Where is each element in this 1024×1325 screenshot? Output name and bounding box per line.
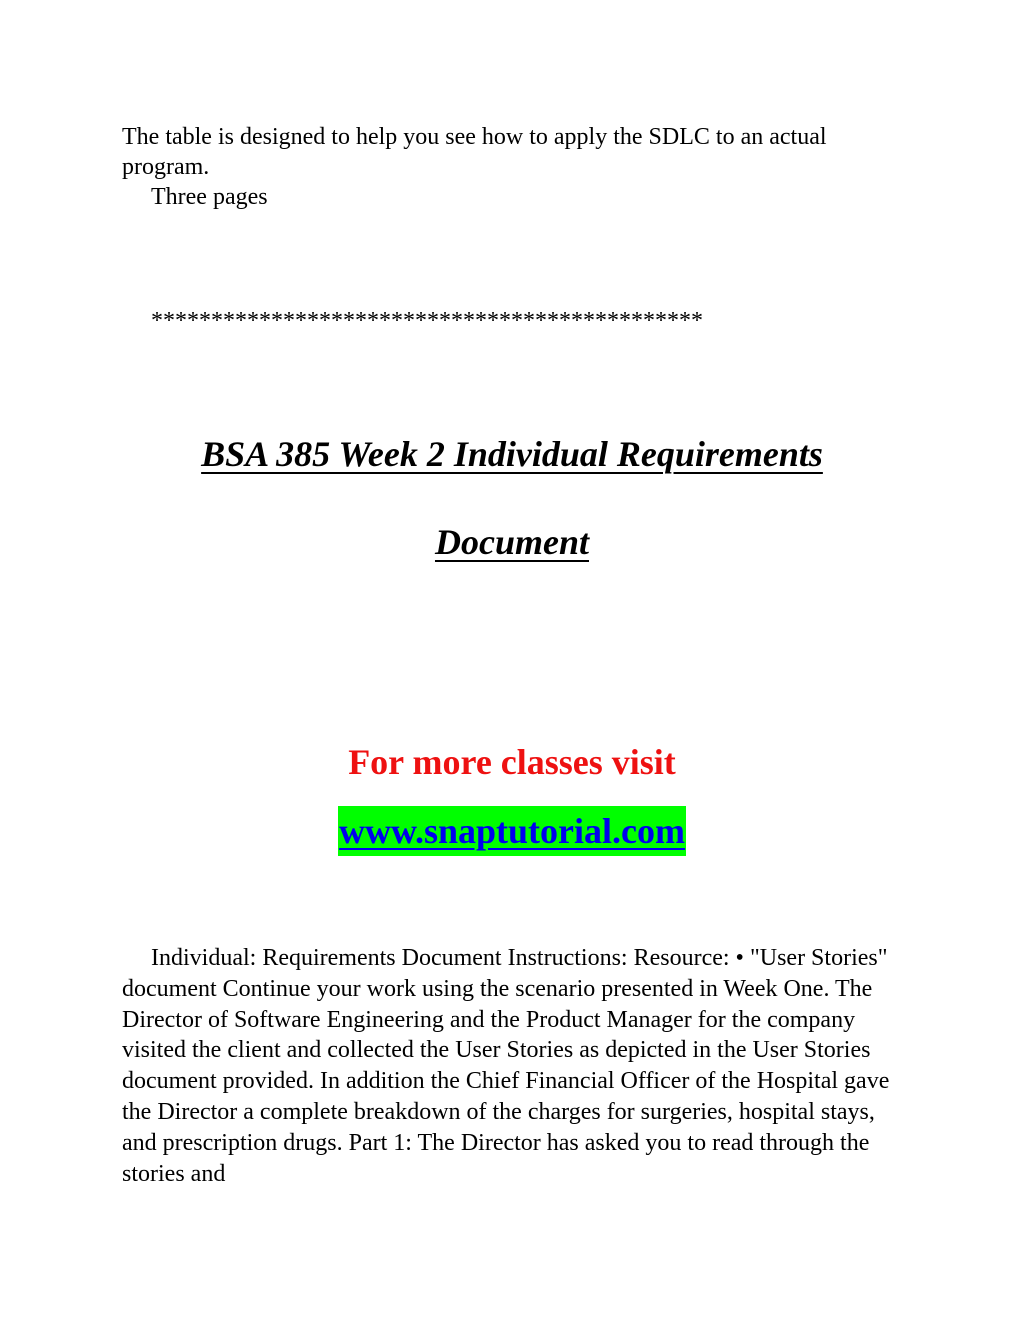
page-count-text: Three pages <box>151 184 268 210</box>
instructions-paragraph: Individual: Requirements Document Instructions: Resource: • "User Stories" document Continue your work using the scenario presented in Week One. The Director of Software Engineering and the Product Manager for the company visited the client and collected the User Stories as depicted in the User Stories document provided. In addition the Chief Financial Officer of the Hospital gave the Director a complete breakdown of the charges for surgeries, hospital stays, and prescription drugs. Part 1: The Director has asked you to read through the stories and <box>122 945 890 1187</box>
document-title-line-2: Document <box>434 522 589 562</box>
promo-link-container <box>0 806 1024 856</box>
snaptutorial-link[interactable]: www.snaptutorial.com <box>338 806 686 856</box>
separator-stars: ********************************************** <box>151 308 703 334</box>
intro-section <box>122 122 882 212</box>
document-title-line-1: BSA 385 Week 2 Individual Requirements <box>201 434 823 474</box>
intro-text: The table is designed to help you see how to apply the SDLC to an actual program. <box>122 124 827 180</box>
promo-heading: For more classes visit <box>348 742 676 782</box>
